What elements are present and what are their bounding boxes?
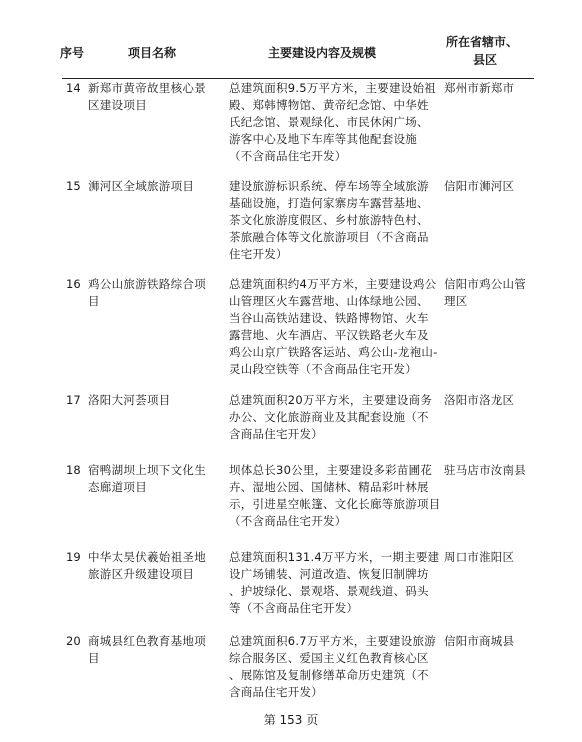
content-line: 办公、文化旅游商业及其配套设施（不 bbox=[229, 410, 429, 424]
location-line: 洛阳市洛龙区 bbox=[444, 393, 515, 407]
content-line: 建设旅游标识系统、停车场等全域旅游 bbox=[229, 179, 429, 193]
project-name-line: 目 bbox=[88, 651, 100, 665]
location-line: 信阳市鸡公山管 bbox=[444, 277, 526, 291]
project-location bbox=[444, 462, 544, 479]
row-number: 18 bbox=[66, 463, 81, 477]
location-line: 信阳市浉河区 bbox=[444, 179, 515, 193]
project-name bbox=[88, 276, 218, 310]
row-number: 15 bbox=[66, 179, 81, 193]
project-location bbox=[444, 549, 544, 566]
content-line: 含商品住宅开发） bbox=[229, 427, 323, 441]
content-line: 氏纪念馆、景观绿化、市民休闲广场、 bbox=[229, 115, 429, 129]
project-location bbox=[444, 80, 544, 97]
content-line: 坝体总长30公里，主要建设多彩苗圃花 bbox=[229, 463, 433, 477]
content-line: 示，引进星空帐篷、文化长廊等旅游项目 bbox=[229, 497, 441, 511]
project-name bbox=[88, 80, 218, 114]
project-location bbox=[444, 392, 544, 409]
content-line: 总建筑面积131.4万平方米，一期主要建 bbox=[229, 550, 440, 564]
header-location-line1: 所在省辖市、 bbox=[446, 35, 519, 49]
content-line: 露营地、火车酒店、平汉铁路老火车及 bbox=[229, 328, 429, 342]
row-number: 20 bbox=[66, 634, 81, 648]
project-name-line: 中华太昊伏羲始祖圣地 bbox=[88, 550, 206, 564]
project-name-line: 鸡公山旅游铁路综合项 bbox=[88, 277, 206, 291]
content-line: 游客中心及地下车库等其他配套设施 bbox=[229, 132, 417, 146]
project-name bbox=[88, 462, 218, 496]
location-line: 驻马店市汝南县 bbox=[444, 463, 526, 477]
content-line: 灵山段空铁等（不含商品住宅开发） bbox=[229, 362, 417, 376]
project-content bbox=[229, 633, 441, 701]
project-content bbox=[229, 462, 441, 530]
project-name bbox=[88, 392, 218, 409]
content-line: 茶旅融合体等文化旅游项目（不含商品 bbox=[229, 230, 429, 244]
project-content bbox=[229, 549, 441, 617]
project-name-line: 旅游区升级建设项目 bbox=[88, 567, 195, 581]
content-line: 综合服务区、爱国主义红色教育核心区 bbox=[229, 651, 429, 665]
project-name-line: 浉河区全域旅游项目 bbox=[88, 179, 195, 193]
content-line: 住宅开发） bbox=[229, 247, 288, 261]
location-line: 信阳市商城县 bbox=[444, 634, 515, 648]
row-number: 14 bbox=[66, 81, 81, 95]
header-location-line2: 县区 bbox=[473, 53, 498, 67]
content-line: 茶文化旅游度假区、乡村旅游特色村、 bbox=[229, 213, 429, 227]
location-line: 周口市淮阳区 bbox=[444, 550, 515, 564]
project-name-line: 宿鸭湖坝上坝下文化生 bbox=[88, 463, 206, 477]
project-location bbox=[444, 276, 544, 310]
project-content bbox=[229, 392, 441, 443]
content-line: 总建筑面积约4万平方米，主要建设鸡公 bbox=[229, 277, 437, 291]
project-name bbox=[88, 549, 218, 583]
content-line: 等（不含商品住宅开发） bbox=[229, 601, 359, 615]
page-number: 第 153 页 bbox=[263, 713, 319, 727]
table-header bbox=[0, 34, 582, 74]
project-name-line: 区建设项目 bbox=[88, 98, 147, 112]
content-line: 基础设施，打造何家寨房车露营基地、 bbox=[229, 196, 429, 210]
project-content bbox=[229, 276, 441, 378]
header-divider bbox=[62, 78, 534, 79]
project-content bbox=[229, 80, 441, 165]
content-line: （不含商品住宅开发） bbox=[229, 514, 347, 528]
project-name-line: 新郑市黄帝故里核心景 bbox=[88, 81, 206, 95]
row-number: 19 bbox=[66, 550, 81, 564]
project-name bbox=[88, 178, 218, 195]
row-number: 16 bbox=[66, 277, 81, 291]
project-location bbox=[444, 178, 544, 195]
content-line: 殿、郑韩博物馆、黄帝纪念馆、中华姓 bbox=[229, 98, 429, 112]
content-line: 、护坡绿化、景观塔、景观线道、码头 bbox=[229, 584, 429, 598]
row-number: 17 bbox=[66, 393, 81, 407]
content-line: 当谷山高铁站建设、铁路博物馆、火车 bbox=[229, 311, 429, 325]
content-line: 总建筑面积6.7万平方米，主要建设旅游 bbox=[229, 634, 437, 648]
header-content: 主要建设内容及规模 bbox=[268, 46, 377, 60]
content-line: 、展陈馆及复制修缮革命历史建筑（不 bbox=[229, 668, 429, 682]
content-line: 总建筑面积9.5万平方米，主要建设始祖 bbox=[229, 81, 437, 95]
content-line: 设广场铺装、河道改造、恢复旧制牌坊 bbox=[229, 567, 429, 581]
location-line: 郑州市新郑市 bbox=[444, 81, 515, 95]
project-name-line: 态廊道项目 bbox=[88, 480, 147, 494]
content-line: 含商品住宅开发） bbox=[229, 685, 323, 699]
content-line: 山管理区火车露营地、山体绿地公园、 bbox=[229, 294, 429, 308]
content-line: 卉、湿地公园、国储林、精品彩叶林展 bbox=[229, 480, 429, 494]
project-name bbox=[88, 633, 218, 667]
location-line: 理区 bbox=[444, 294, 468, 308]
header-project-name: 项目名称 bbox=[128, 46, 177, 60]
project-location bbox=[444, 633, 544, 650]
project-name-line: 商城县红色教育基地项 bbox=[88, 634, 206, 648]
project-name-line: 洛阳大河荟项目 bbox=[88, 393, 171, 407]
content-line: （不含商品住宅开发） bbox=[229, 149, 347, 163]
content-line: 鸡公山京广铁路客运站、鸡公山-龙袍山- bbox=[229, 345, 438, 359]
content-line: 总建筑面积20万平方米，主要建设商务 bbox=[229, 393, 433, 407]
header-number: 序号 bbox=[60, 46, 85, 60]
project-content bbox=[229, 178, 441, 263]
project-name-line: 目 bbox=[88, 294, 100, 308]
